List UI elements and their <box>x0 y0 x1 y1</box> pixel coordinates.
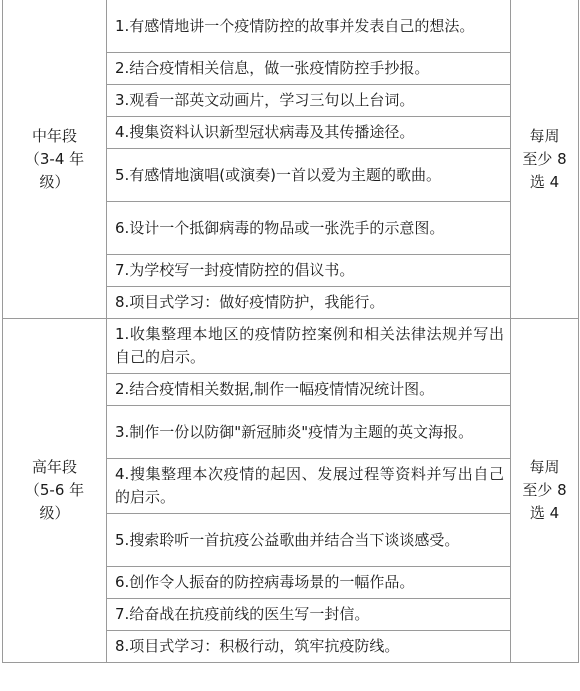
grade-name: 高年段 <box>31 458 77 476</box>
grade-name: 中年段 <box>31 126 77 145</box>
task-cell: 1.收集整理本地区的疫情防控案例和相关法律法规并写出自己的启示。 <box>107 319 511 374</box>
task-cell: 7.给奋战在抗疫前线的医生写一封信。 <box>107 599 511 631</box>
requirement-cell <box>511 0 579 319</box>
requirement-line: 选 4 <box>529 172 560 191</box>
task-cell: 2.结合疫情相关信息，做一张疫情防控手抄报。 <box>107 53 511 85</box>
task-cell: 5.搜索聆听一首抗疫公益歌曲并结合当下谈谈感受。 <box>107 514 511 567</box>
grade-range-end: 级） <box>39 172 70 191</box>
requirement-line: 每周 <box>529 126 560 145</box>
task-cell: 1.有感情地讲一个疫情防控的故事并发表自己的想法。 <box>107 0 511 53</box>
requirement-line: 每周 <box>529 458 560 476</box>
requirement-cell <box>511 319 579 663</box>
task-cell: 5.有感情地演唱(或演奏)一首以爱为主题的歌曲。 <box>107 149 511 202</box>
requirement-line: 选 4 <box>529 504 560 522</box>
task-cell: 8.项目式学习：做好疫情防护，我能行。 <box>107 287 511 319</box>
grade-range-end: 级） <box>39 504 70 522</box>
task-cell: 6.创作令人振奋的防控病毒场景的一幅作品。 <box>107 567 511 599</box>
grade-cell <box>3 319 107 663</box>
task-cell: 7.为学校写一封疫情防控的倡议书。 <box>107 255 511 287</box>
task-cell: 8.项目式学习：积极行动，筑牢抗疫防线。 <box>107 631 511 663</box>
activity-table <box>2 0 579 663</box>
grade-range: （5-6 年 <box>24 481 85 499</box>
task-cell: 6.设计一个抵御病毒的物品或一张洗手的示意图。 <box>107 202 511 255</box>
task-cell: 4.搜集整理本次疫情的起因、发展过程等资料并写出自己的启示。 <box>107 459 511 514</box>
requirement-line: 至少 8 <box>522 481 567 499</box>
task-cell: 3.制作一份以防御"新冠肺炎"疫情为主题的英文海报。 <box>107 406 511 459</box>
task-cell: 3.观看一部英文动画片，学习三句以上台词。 <box>107 85 511 117</box>
task-cell: 2.结合疫情相关数据,制作一幅疫情情况统计图。 <box>107 374 511 406</box>
table-row <box>3 319 579 374</box>
task-cell: 4.搜集资料认识新型冠状病毒及其传播途径。 <box>107 117 511 149</box>
grade-cell <box>3 0 107 319</box>
grade-range: （3-4 年 <box>24 149 85 168</box>
requirement-line: 至少 8 <box>522 149 567 168</box>
table-row <box>3 0 579 53</box>
